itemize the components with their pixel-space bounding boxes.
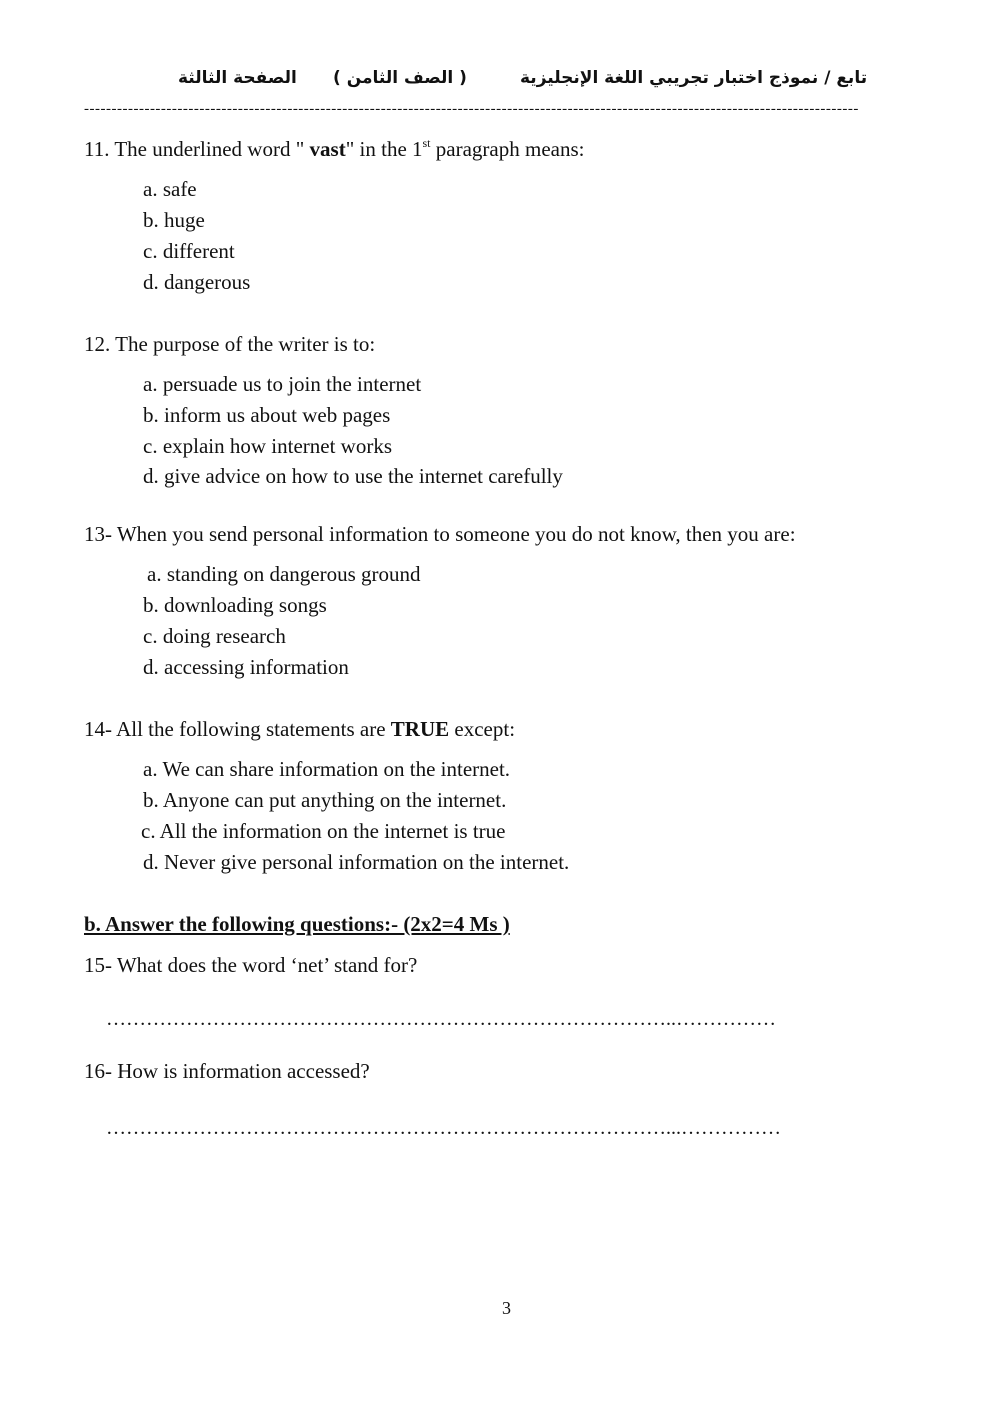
section-b-heading: b. Answer the following questions:- (2x2=4 Ms )	[84, 912, 510, 936]
question-12-option: d. give advice on how to use the internet carefully	[143, 464, 563, 488]
question-14-option: c. All the information on the internet is true	[141, 819, 506, 843]
question-13-option: c. doing research	[143, 624, 286, 648]
question-14: 14- All the following statements are TRUE except:	[84, 717, 516, 741]
question-15: 15- What does the word ‘net’ stand for?	[84, 953, 418, 977]
question-14-option: a. We can share information on the internet.	[143, 757, 511, 781]
question-12-option: b. inform us about web pages	[143, 403, 391, 427]
header-divider: ---------------------------------------------------------------------------------------------------------------------------------------------	[84, 101, 859, 117]
question-13-option: b. downloading songs	[143, 593, 327, 617]
grade-label: ( الصف الثامن )	[333, 68, 467, 88]
question-12: 12. The purpose of the writer is to:	[84, 332, 376, 356]
answer-line-15[interactable]: …………………………………………………………………………..……………	[106, 1008, 776, 1030]
question-11: 11. The underlined word " vast" in the 1st paragraph means:	[84, 136, 585, 161]
question-11-option: d. dangerous	[143, 270, 251, 294]
question-11-option: b. huge	[143, 208, 205, 232]
question-14-option: d. Never give personal information on the internet.	[143, 850, 570, 874]
exam-title: تابع / نموذج اختبار تجريبي اللغة الإنجليزية	[520, 68, 868, 88]
question-11-option: c. different	[143, 239, 235, 263]
question-12-option: c. explain how internet works	[143, 434, 393, 458]
page-number: 3	[502, 1298, 511, 1318]
question-13: 13- When you send personal information to someone you do not know, then you are:	[84, 522, 796, 546]
answer-line-16[interactable]: …………………………………………………………………………...……………	[106, 1117, 781, 1139]
question-12-option: a. persuade us to join the internet	[143, 372, 422, 396]
question-11-option: a. safe	[143, 177, 197, 201]
page-label: الصفحة الثالثة	[178, 68, 297, 88]
question-13-option: a. standing on dangerous ground	[147, 562, 421, 586]
question-16: 16- How is information accessed?	[84, 1059, 370, 1083]
question-13-option: d. accessing information	[143, 655, 349, 679]
question-14-option: b. Anyone can put anything on the internet.	[143, 788, 507, 812]
